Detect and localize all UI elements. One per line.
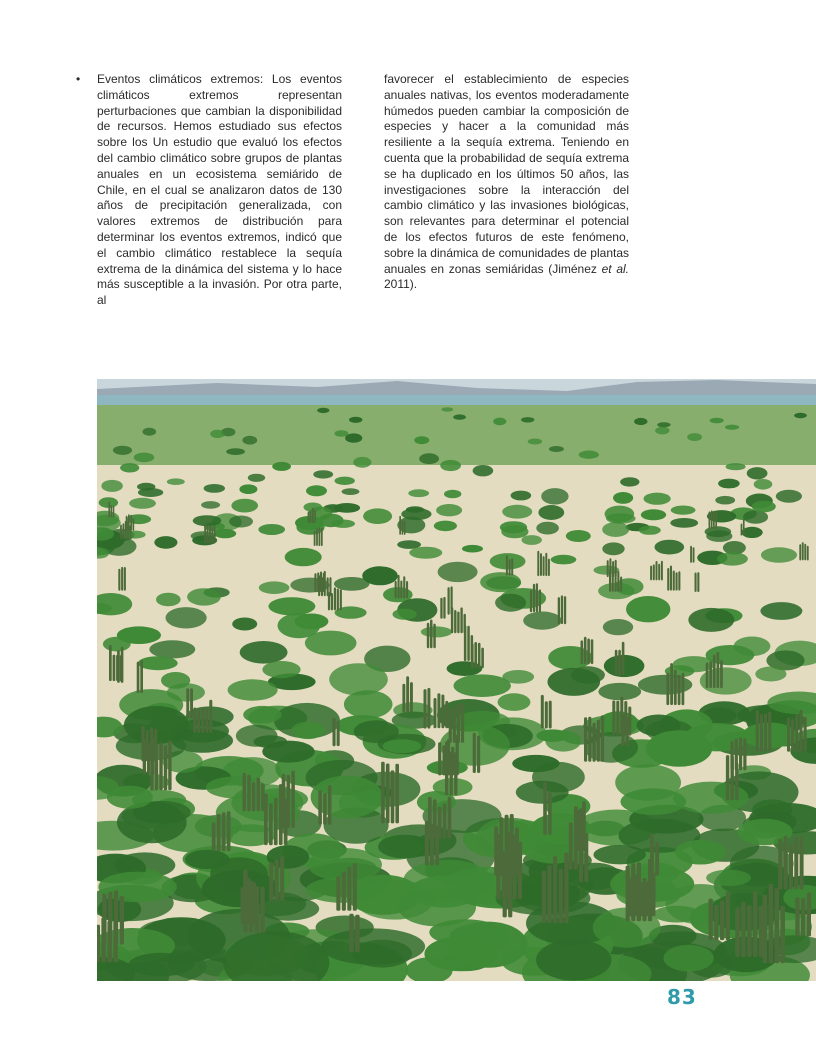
shrub-patch xyxy=(138,656,178,670)
shrub-patch xyxy=(248,474,265,482)
cactus xyxy=(118,567,126,591)
shrub-patch xyxy=(516,781,569,804)
cactus xyxy=(795,893,811,937)
shrub-patch xyxy=(127,514,152,524)
shrub-patch xyxy=(605,506,635,523)
shrub-patch xyxy=(639,526,661,535)
shrub-patch xyxy=(670,518,698,528)
bullet-icon: • xyxy=(76,72,81,86)
shrub-patch xyxy=(655,427,669,435)
shrub-patch xyxy=(706,870,751,886)
shrub-patch xyxy=(598,683,641,700)
shrub-patch xyxy=(512,755,559,772)
shrub-patch xyxy=(521,417,534,422)
shrub-patch xyxy=(291,722,325,739)
shrub-patch xyxy=(278,613,321,638)
shrub-patch xyxy=(523,612,561,630)
shrub-patch xyxy=(306,485,327,496)
shrub-patch xyxy=(536,729,569,741)
cactus xyxy=(204,525,215,544)
left-paragraph: Eventos climáticos extremos: Los eventos climáticos extremos representan perturbaciones que cambian la disponibilidad de recursos. Hemos estudiado sus efectos sobre los Un estudio que evaluó los efectos del cambio climático sobre grupos de plantas anuales en un ecosistema semiárido de Chile, en el cual se analizaron datos de 130 años de precipitación generalizada, con valores extremos de distribución para determinar los eventos extremos, indicó que el cambio climático restablece la sequía extrema de la dinámica del sistema y lo hace más susceptible a la invasión. Por otra parte, al xyxy=(97,72,342,308)
shrub-patch xyxy=(129,498,156,509)
shrub-patch xyxy=(438,562,478,582)
shrub-patch xyxy=(120,463,139,472)
shrub-patch xyxy=(210,430,225,438)
shrub-patch xyxy=(498,693,531,711)
shrub-patch xyxy=(502,505,532,519)
shrub-patch xyxy=(462,545,483,553)
shrub-patch xyxy=(480,572,521,592)
shrub-patch xyxy=(240,641,288,664)
shrub-patch xyxy=(166,607,207,628)
shrub-patch xyxy=(500,521,527,533)
shrub-patch xyxy=(688,608,734,632)
cactus xyxy=(150,740,171,790)
shrub-patch xyxy=(536,522,559,535)
shrub-patch xyxy=(149,640,195,658)
shrub-patch xyxy=(409,876,479,908)
shrub-patch xyxy=(473,465,494,476)
shrub-patch xyxy=(715,496,735,505)
shrub-patch xyxy=(613,492,633,504)
shrub-patch xyxy=(602,522,629,537)
cactus xyxy=(558,595,566,624)
shrub-patch xyxy=(129,953,194,977)
shrub-patch xyxy=(363,508,392,524)
shrub-patch xyxy=(603,619,633,635)
shrub-patch xyxy=(243,706,281,724)
shrub-patch xyxy=(725,425,739,430)
page-number: 83 xyxy=(667,985,697,1009)
shrub-patch xyxy=(335,477,355,485)
shrub-patch xyxy=(228,679,278,700)
right-paragraph: favorecer el establecimiento de especies anuales nativas, los eventos moderadamente húmedos pueden cambiar la composición de especies y hacer a la comunidad más resiliente a la sequía extrema. Teniendo en cuenta que la probabilidad de sequía extrema se ha duplicado en los últimos 50 años, las investigaciones sobre la interacción del cambio climático y las invasiones biológicas, son relevantes para determinar el potencial de los efectos futuros de este fenómeno, sobre la dinámica de comunidades de plantas anuales en zonas semiáridas ( xyxy=(384,72,629,276)
shrub-patch xyxy=(409,547,442,559)
shrub-patch xyxy=(107,786,153,809)
shrub-patch xyxy=(541,488,568,504)
shrub-patch xyxy=(258,524,285,535)
shrub-patch xyxy=(752,501,776,513)
shrub-patch xyxy=(239,484,257,494)
shrub-patch xyxy=(726,463,746,470)
shrub-patch xyxy=(549,446,564,452)
shrub-patch xyxy=(536,940,611,981)
shrub-patch xyxy=(511,491,532,501)
shrub-patch xyxy=(594,845,646,864)
shrub-patch xyxy=(747,467,768,479)
shrub-patch xyxy=(794,413,807,418)
shrub-patch xyxy=(335,606,367,618)
shrub-patch xyxy=(138,488,163,497)
shrub-patch xyxy=(434,521,457,532)
shrub-patch xyxy=(646,730,712,767)
shrub-patch xyxy=(566,530,591,542)
shrub-patch xyxy=(408,489,429,497)
far-vegetation xyxy=(97,405,816,465)
shrub-patch xyxy=(620,477,639,486)
shrub-patch xyxy=(548,668,601,696)
shrub-patch xyxy=(626,596,670,622)
shrub-patch xyxy=(156,593,181,606)
shrub-patch xyxy=(528,439,542,445)
shrub-patch xyxy=(161,672,190,689)
shrub-patch xyxy=(406,506,424,512)
shrub-patch xyxy=(334,503,360,513)
shrub-patch xyxy=(454,674,511,697)
shrub-patch xyxy=(441,407,453,411)
shrub-patch xyxy=(655,540,685,555)
shrub-patch xyxy=(641,509,666,520)
shrub-patch xyxy=(143,428,157,436)
shrub-patch xyxy=(584,732,638,763)
shrub-patch xyxy=(393,609,417,620)
cactus xyxy=(427,620,436,649)
shrub-patch xyxy=(353,457,371,468)
shrub-patch xyxy=(259,581,290,594)
left-text-column xyxy=(76,72,342,309)
shrub-patch xyxy=(232,618,257,631)
shrub-patch xyxy=(710,418,724,424)
shrub-patch xyxy=(226,448,245,455)
shrub-patch xyxy=(453,414,466,419)
shrub-patch xyxy=(313,470,333,478)
shrub-patch xyxy=(113,446,132,455)
shrub-patch xyxy=(185,850,229,869)
shrub-patch xyxy=(352,940,412,968)
shrub-patch xyxy=(644,493,671,505)
citation-etal: et al. xyxy=(601,261,629,276)
shrub-patch xyxy=(495,594,526,612)
right-text-column xyxy=(384,72,629,293)
shrub-patch xyxy=(743,510,768,523)
shrub-patch xyxy=(187,588,221,605)
citation-author: Jiménez xyxy=(552,261,602,276)
shrub-patch xyxy=(687,433,702,441)
shrub-patch xyxy=(664,945,714,972)
bullet-item xyxy=(76,72,342,309)
shrub-patch xyxy=(421,626,452,637)
semiarid-landscape-photo xyxy=(97,379,816,981)
shrub-patch xyxy=(99,497,118,508)
shrub-patch xyxy=(331,520,355,528)
shrub-patch xyxy=(342,488,360,495)
shrub-patch xyxy=(334,577,370,591)
shrub-patch xyxy=(414,436,429,444)
cactus xyxy=(425,821,439,866)
shrub-patch xyxy=(440,460,461,471)
shrub-patch xyxy=(429,919,501,945)
shrub-patch xyxy=(717,552,748,565)
shrub-patch xyxy=(513,874,580,912)
shrub-patch xyxy=(754,479,773,490)
shrub-patch xyxy=(602,542,624,555)
shrub-patch xyxy=(272,462,291,471)
shrub-patch xyxy=(675,840,726,865)
shrub-patch xyxy=(317,408,329,413)
shrub-patch xyxy=(776,490,802,503)
citation-year: 2011). xyxy=(384,277,418,292)
shrub-patch xyxy=(397,517,425,534)
shrub-patch xyxy=(193,515,222,526)
shrub-patch xyxy=(167,478,185,485)
shrub-patch xyxy=(718,479,740,489)
shrub-patch xyxy=(378,835,431,859)
shrub-patch xyxy=(634,418,647,425)
shrub-patch xyxy=(285,548,322,566)
shrub-patch xyxy=(551,555,577,565)
shrub-patch xyxy=(225,824,275,846)
shrub-patch xyxy=(154,536,177,549)
shrub-patch xyxy=(436,504,462,516)
shrub-patch xyxy=(349,417,362,423)
shrub-patch xyxy=(242,436,257,445)
shrub-patch xyxy=(201,501,220,509)
shrub-patch xyxy=(755,667,786,682)
shrub-patch xyxy=(262,661,300,678)
shrub-patch xyxy=(101,480,123,492)
shrub-patch xyxy=(268,597,315,615)
shrub-patch xyxy=(254,735,288,748)
shrub-patch xyxy=(117,626,161,644)
shrub-patch xyxy=(231,499,258,513)
shrub-patch xyxy=(657,422,670,427)
cactus xyxy=(778,836,803,890)
shrub-patch xyxy=(329,663,388,695)
shrub-patch xyxy=(760,602,802,620)
cactus xyxy=(282,771,295,829)
shrub-patch xyxy=(761,547,797,562)
landscape-illustration xyxy=(97,379,816,981)
shrub-patch xyxy=(229,516,253,528)
shrub-patch xyxy=(345,433,362,442)
shrub-patch xyxy=(206,776,265,798)
shrub-patch xyxy=(134,453,154,463)
shrub-patch xyxy=(493,418,506,426)
shrub-patch xyxy=(671,506,696,515)
shrub-patch xyxy=(734,637,771,657)
shrub-patch xyxy=(204,484,225,493)
cactus xyxy=(269,857,284,901)
shrub-patch xyxy=(538,505,564,520)
shrub-patch xyxy=(444,490,461,499)
shrub-patch xyxy=(522,535,542,545)
shrub-patch xyxy=(383,739,422,753)
shrub-patch xyxy=(419,453,439,464)
shrub-patch xyxy=(579,451,599,459)
